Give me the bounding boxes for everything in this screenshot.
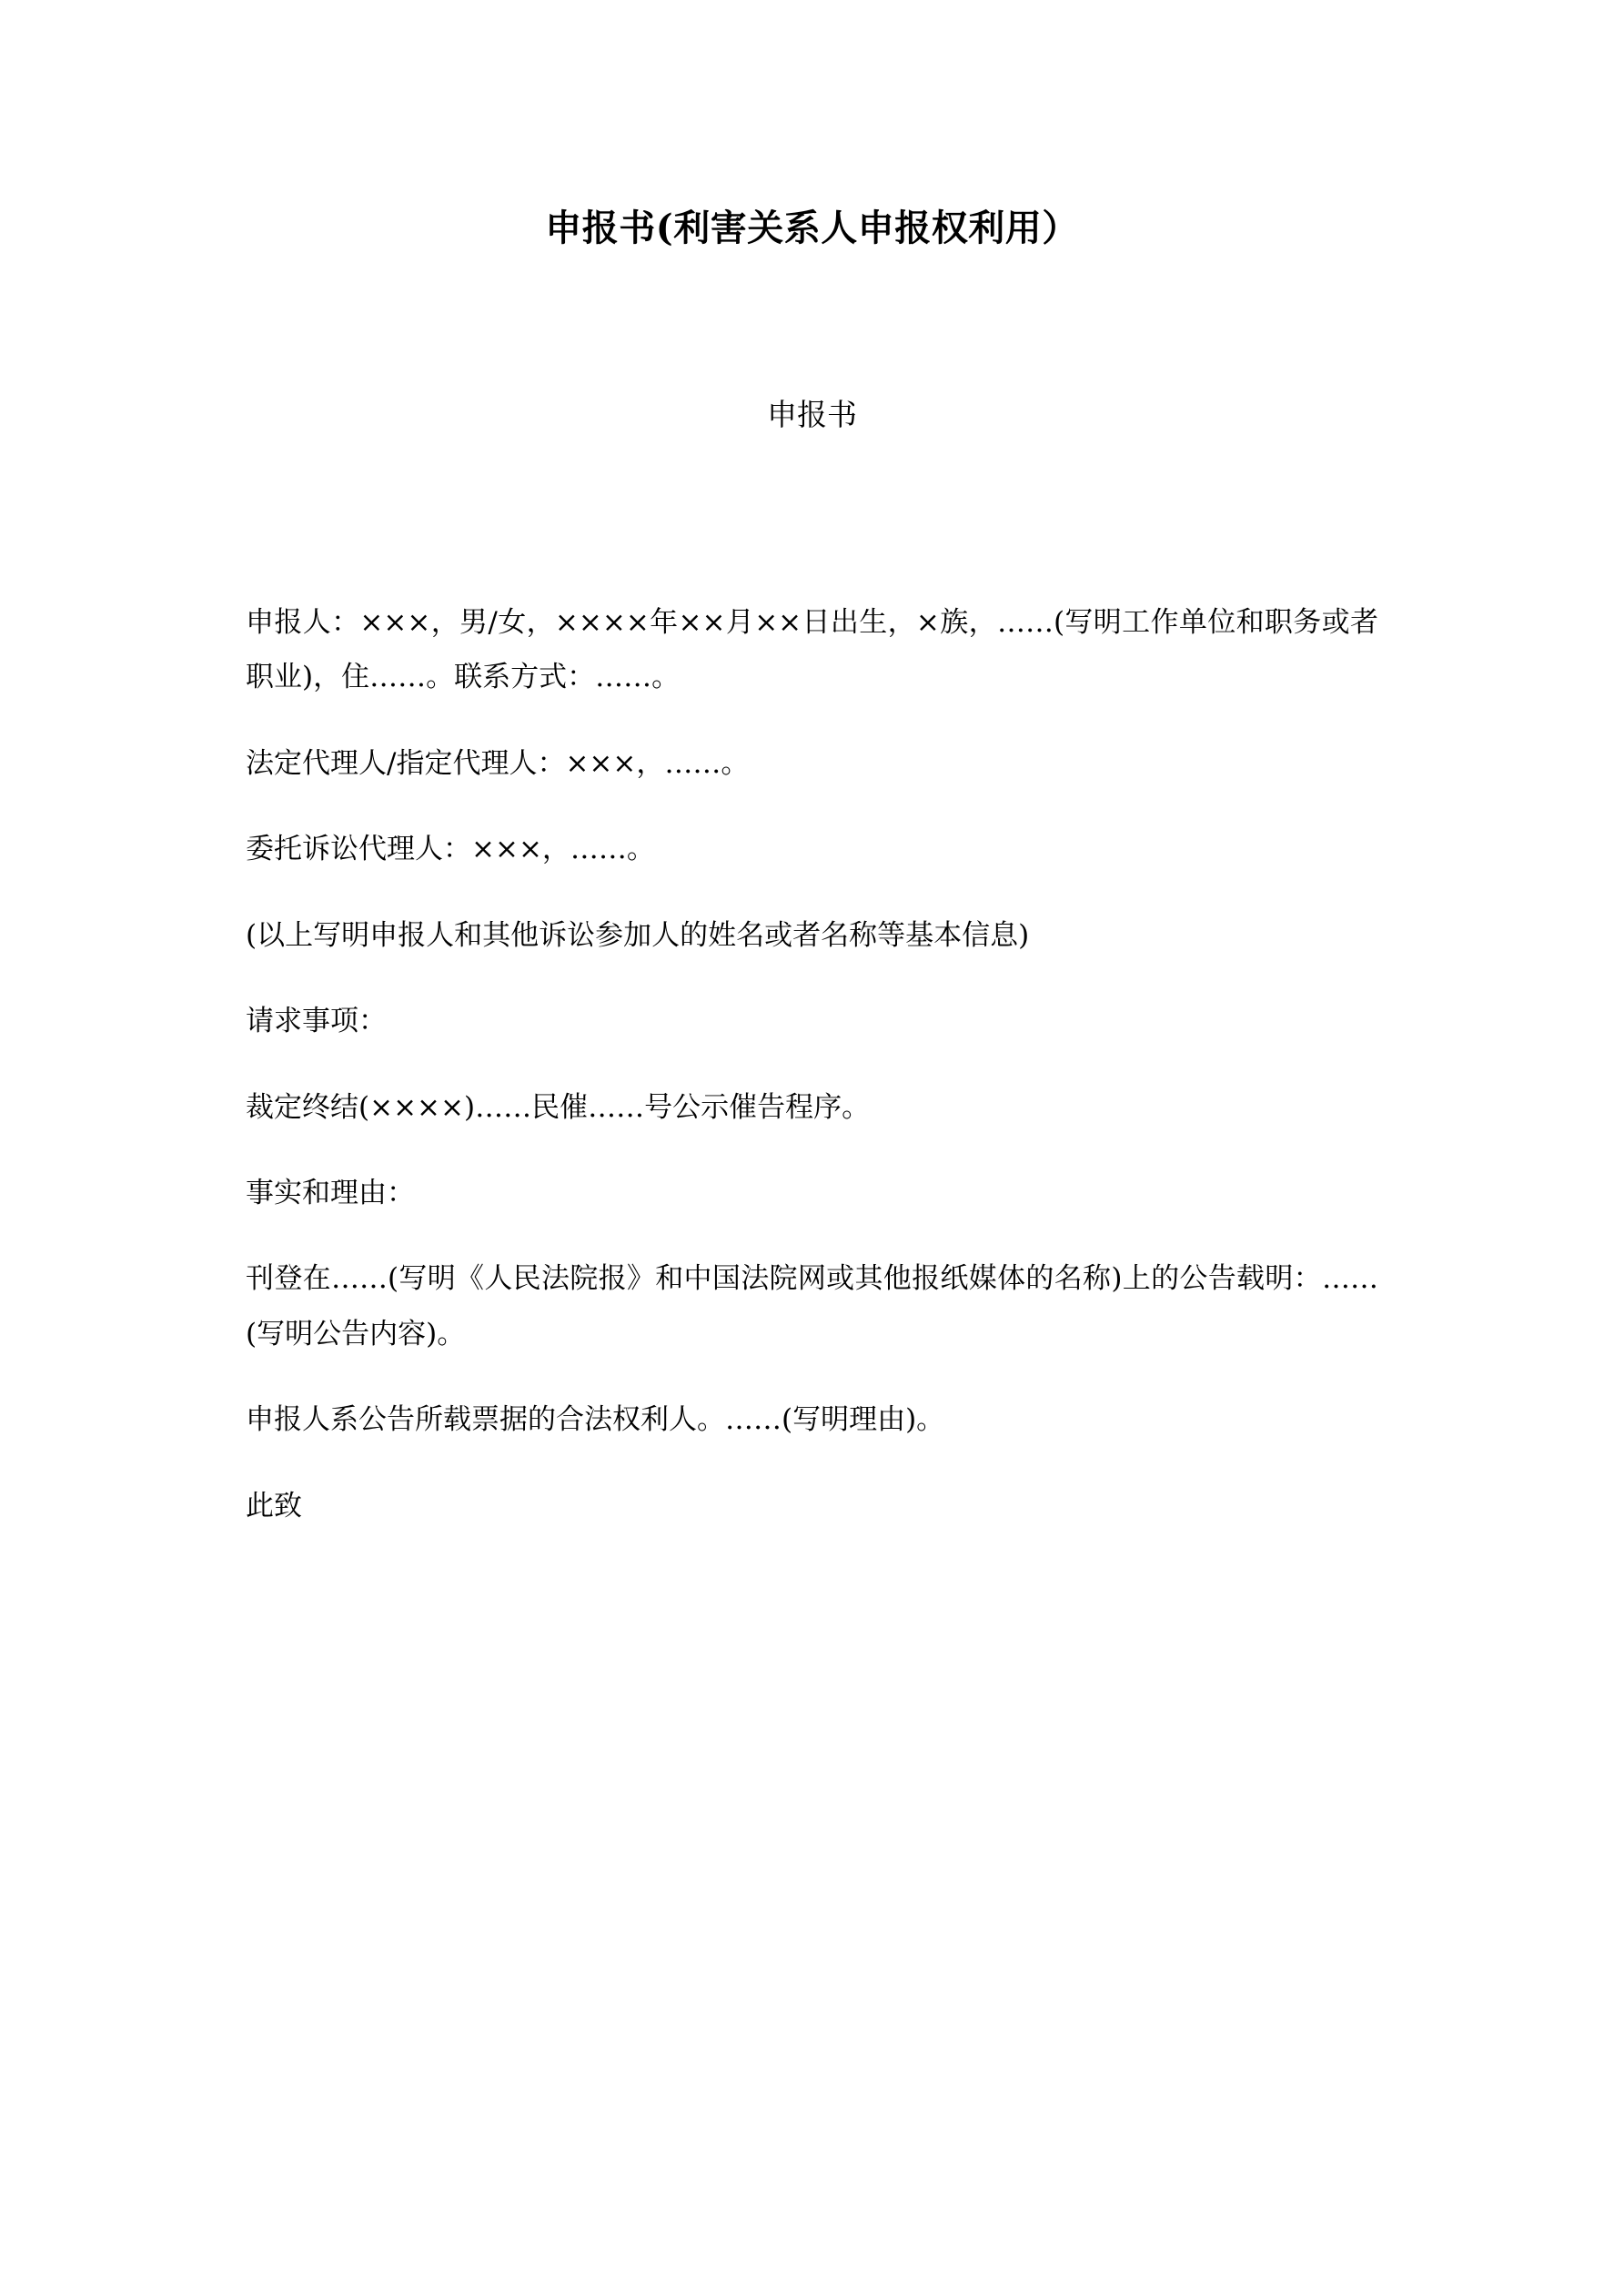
paragraph-facts-heading: 事实和理由： [246,1176,415,1209]
paragraph-request-heading: 请求事项： [246,1005,387,1038]
paragraph-entrusted-agent: 委托诉讼代理人：×××，……。 [246,833,655,866]
paragraph-request-content: 裁定终结(××××)……民催……号公示催告程序。 [246,1090,871,1124]
page-title: 申报书(利害关系人申报权利用） [545,207,1079,249]
paragraph-publication-notice: 刊登在……(写明《人民法院报》和中国法院网或其他报纸媒体的名称)上的公告载明：……(写明公告内容)。 [246,1262,1378,1350]
document-subtitle: 申报书 [767,397,857,432]
document-body [0,435,1624,1533]
paragraph-rights-claim: 申报人系公告所载票据的合法权利人。……(写明理由)。 [246,1403,945,1437]
paragraph-legal-representative: 法定代理人/指定代理人：×××，……。 [246,746,750,780]
paragraph-basic-info-note: (以上写明申报人和其他诉讼参加人的姓名或者名称等基本信息) [246,918,1030,952]
paragraph-closing: 此致 [246,1489,302,1522]
paragraph-applicant-info: 申报人：×××，男/女，××××年××月××日出生，×族，……(写明工作单位和职务或者职业)，住……。联系方式：……。 [246,605,1378,694]
